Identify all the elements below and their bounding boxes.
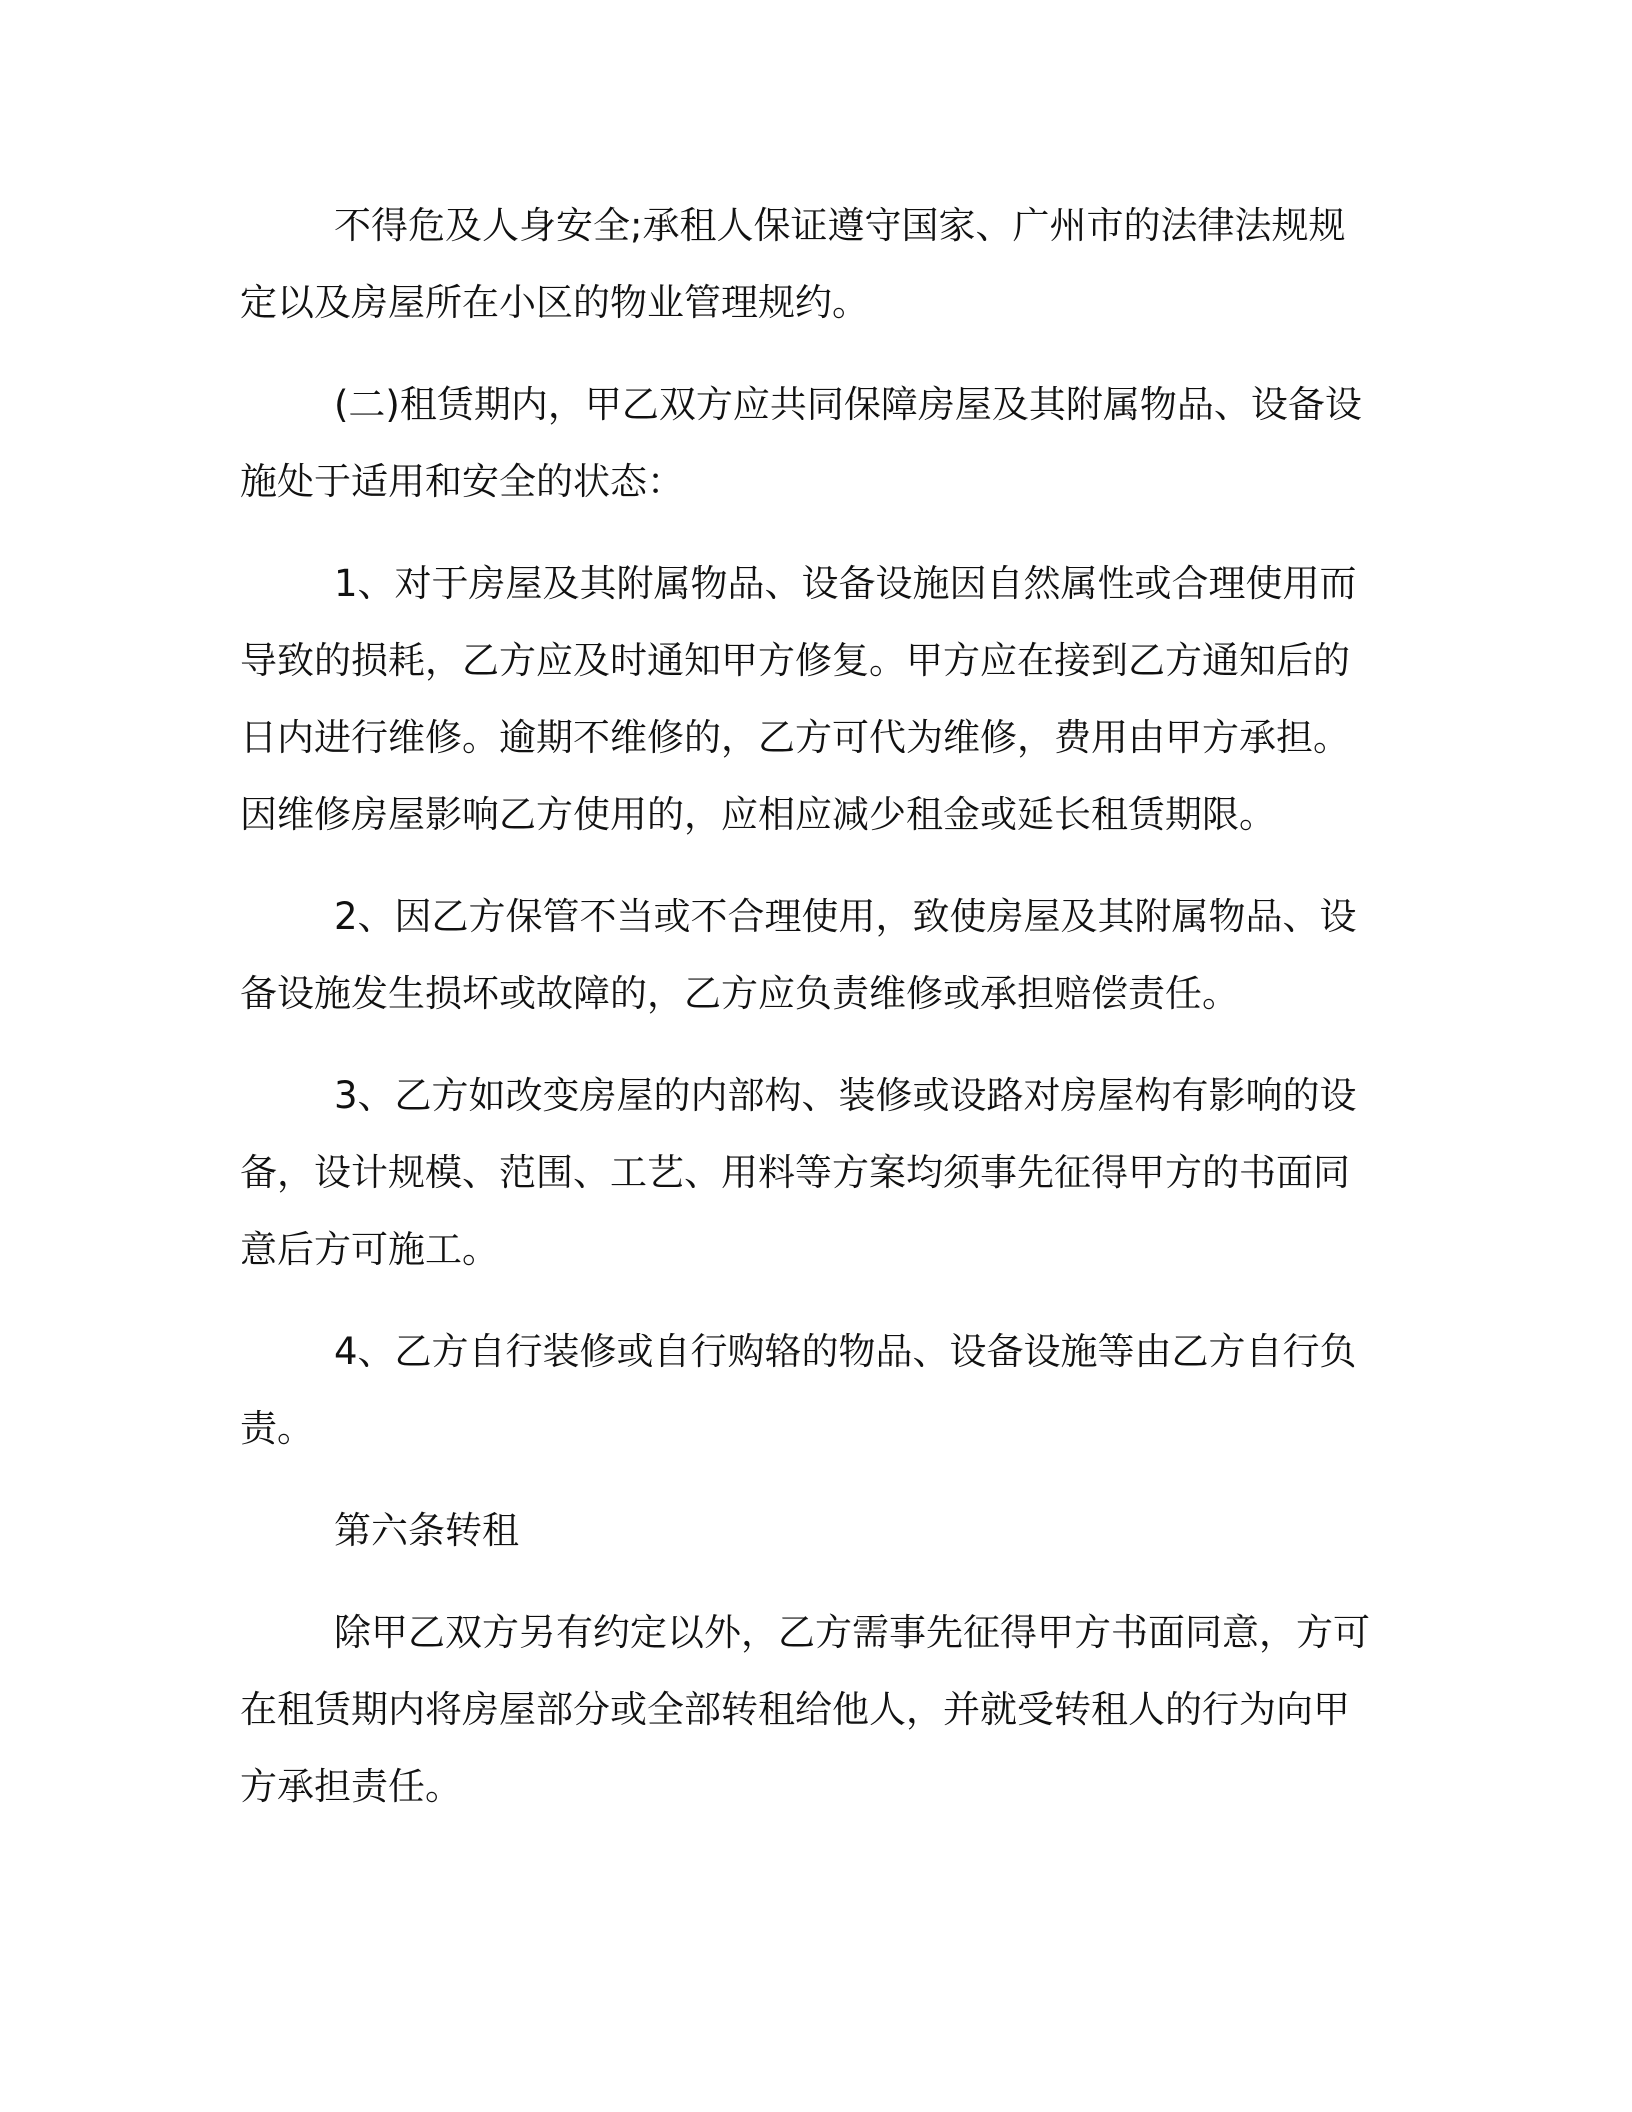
paragraph-line: 4、乙方自行装修或自行购辂的物品、设备设施等由乙方自行负 xyxy=(334,1330,1357,1373)
paragraph-line: 备，设计规模、范围、工艺、用料等方案均须事先征得甲方的书面同 xyxy=(240,1151,1350,1194)
paragraph-line: 在租赁期内将房屋部分或全部转租给他人，并就受转租人的行为向甲 xyxy=(240,1688,1350,1731)
paragraph-line: 施处于适用和安全的状态： xyxy=(240,460,684,503)
paragraph-line: 导致的损耗，乙方应及时通知甲方修复。甲方应在接到乙方通知后的 xyxy=(240,639,1350,682)
paragraph-3 xyxy=(240,545,1380,853)
paragraph-line: 方承担责任。 xyxy=(240,1765,462,1808)
paragraph-line: 责。 xyxy=(240,1407,314,1450)
paragraph-4 xyxy=(240,878,1380,1032)
paragraph-line: 备设施发生损坏或故障的，乙方应负责维修或承担赔偿责任。 xyxy=(240,972,1239,1015)
paragraph-1 xyxy=(240,187,1380,341)
paragraph-line: 因维修房屋影响乙方使用的，应相应减少租金或延长租赁期限。 xyxy=(240,793,1276,836)
paragraph-line: 除甲乙双方另有约定以外，乙方需事先征得甲方书面同意，方可 xyxy=(334,1611,1370,1654)
paragraph-line: 3、乙方如改变房屋的内部构、装修或设路对房屋构有影响的设 xyxy=(334,1074,1357,1117)
paragraph-6 xyxy=(240,1313,1380,1467)
section-heading xyxy=(240,1492,1380,1569)
paragraph-line: 意后方可施工。 xyxy=(240,1228,499,1271)
paragraph-5 xyxy=(240,1057,1380,1288)
paragraph-line: 1、对于房屋及其附属物品、设备设施因自然属性或合理使用而 xyxy=(334,562,1357,605)
paragraph-line: 2、因乙方保管不当或不合理使用，致使房屋及其附属物品、设 xyxy=(334,895,1357,938)
section-heading-text: 第六条转租 xyxy=(334,1509,519,1552)
paragraph-line: 日内进行维修。逾期不维修的，乙方可代为维修，费用由甲方承担。 xyxy=(240,716,1350,759)
document-body xyxy=(240,187,1380,1850)
paragraph-line: 不得危及人身安全;承租人保证遵守国家、广州市的法律法规规 xyxy=(334,204,1346,247)
paragraph-2 xyxy=(240,366,1380,520)
paragraph-line: 定以及房屋所在小区的物业管理规约。 xyxy=(240,281,869,324)
paragraph-8 xyxy=(240,1594,1380,1825)
paragraph-line: (二)租赁期内，甲乙双方应共同保障房屋及其附属物品、设备设 xyxy=(334,383,1362,426)
